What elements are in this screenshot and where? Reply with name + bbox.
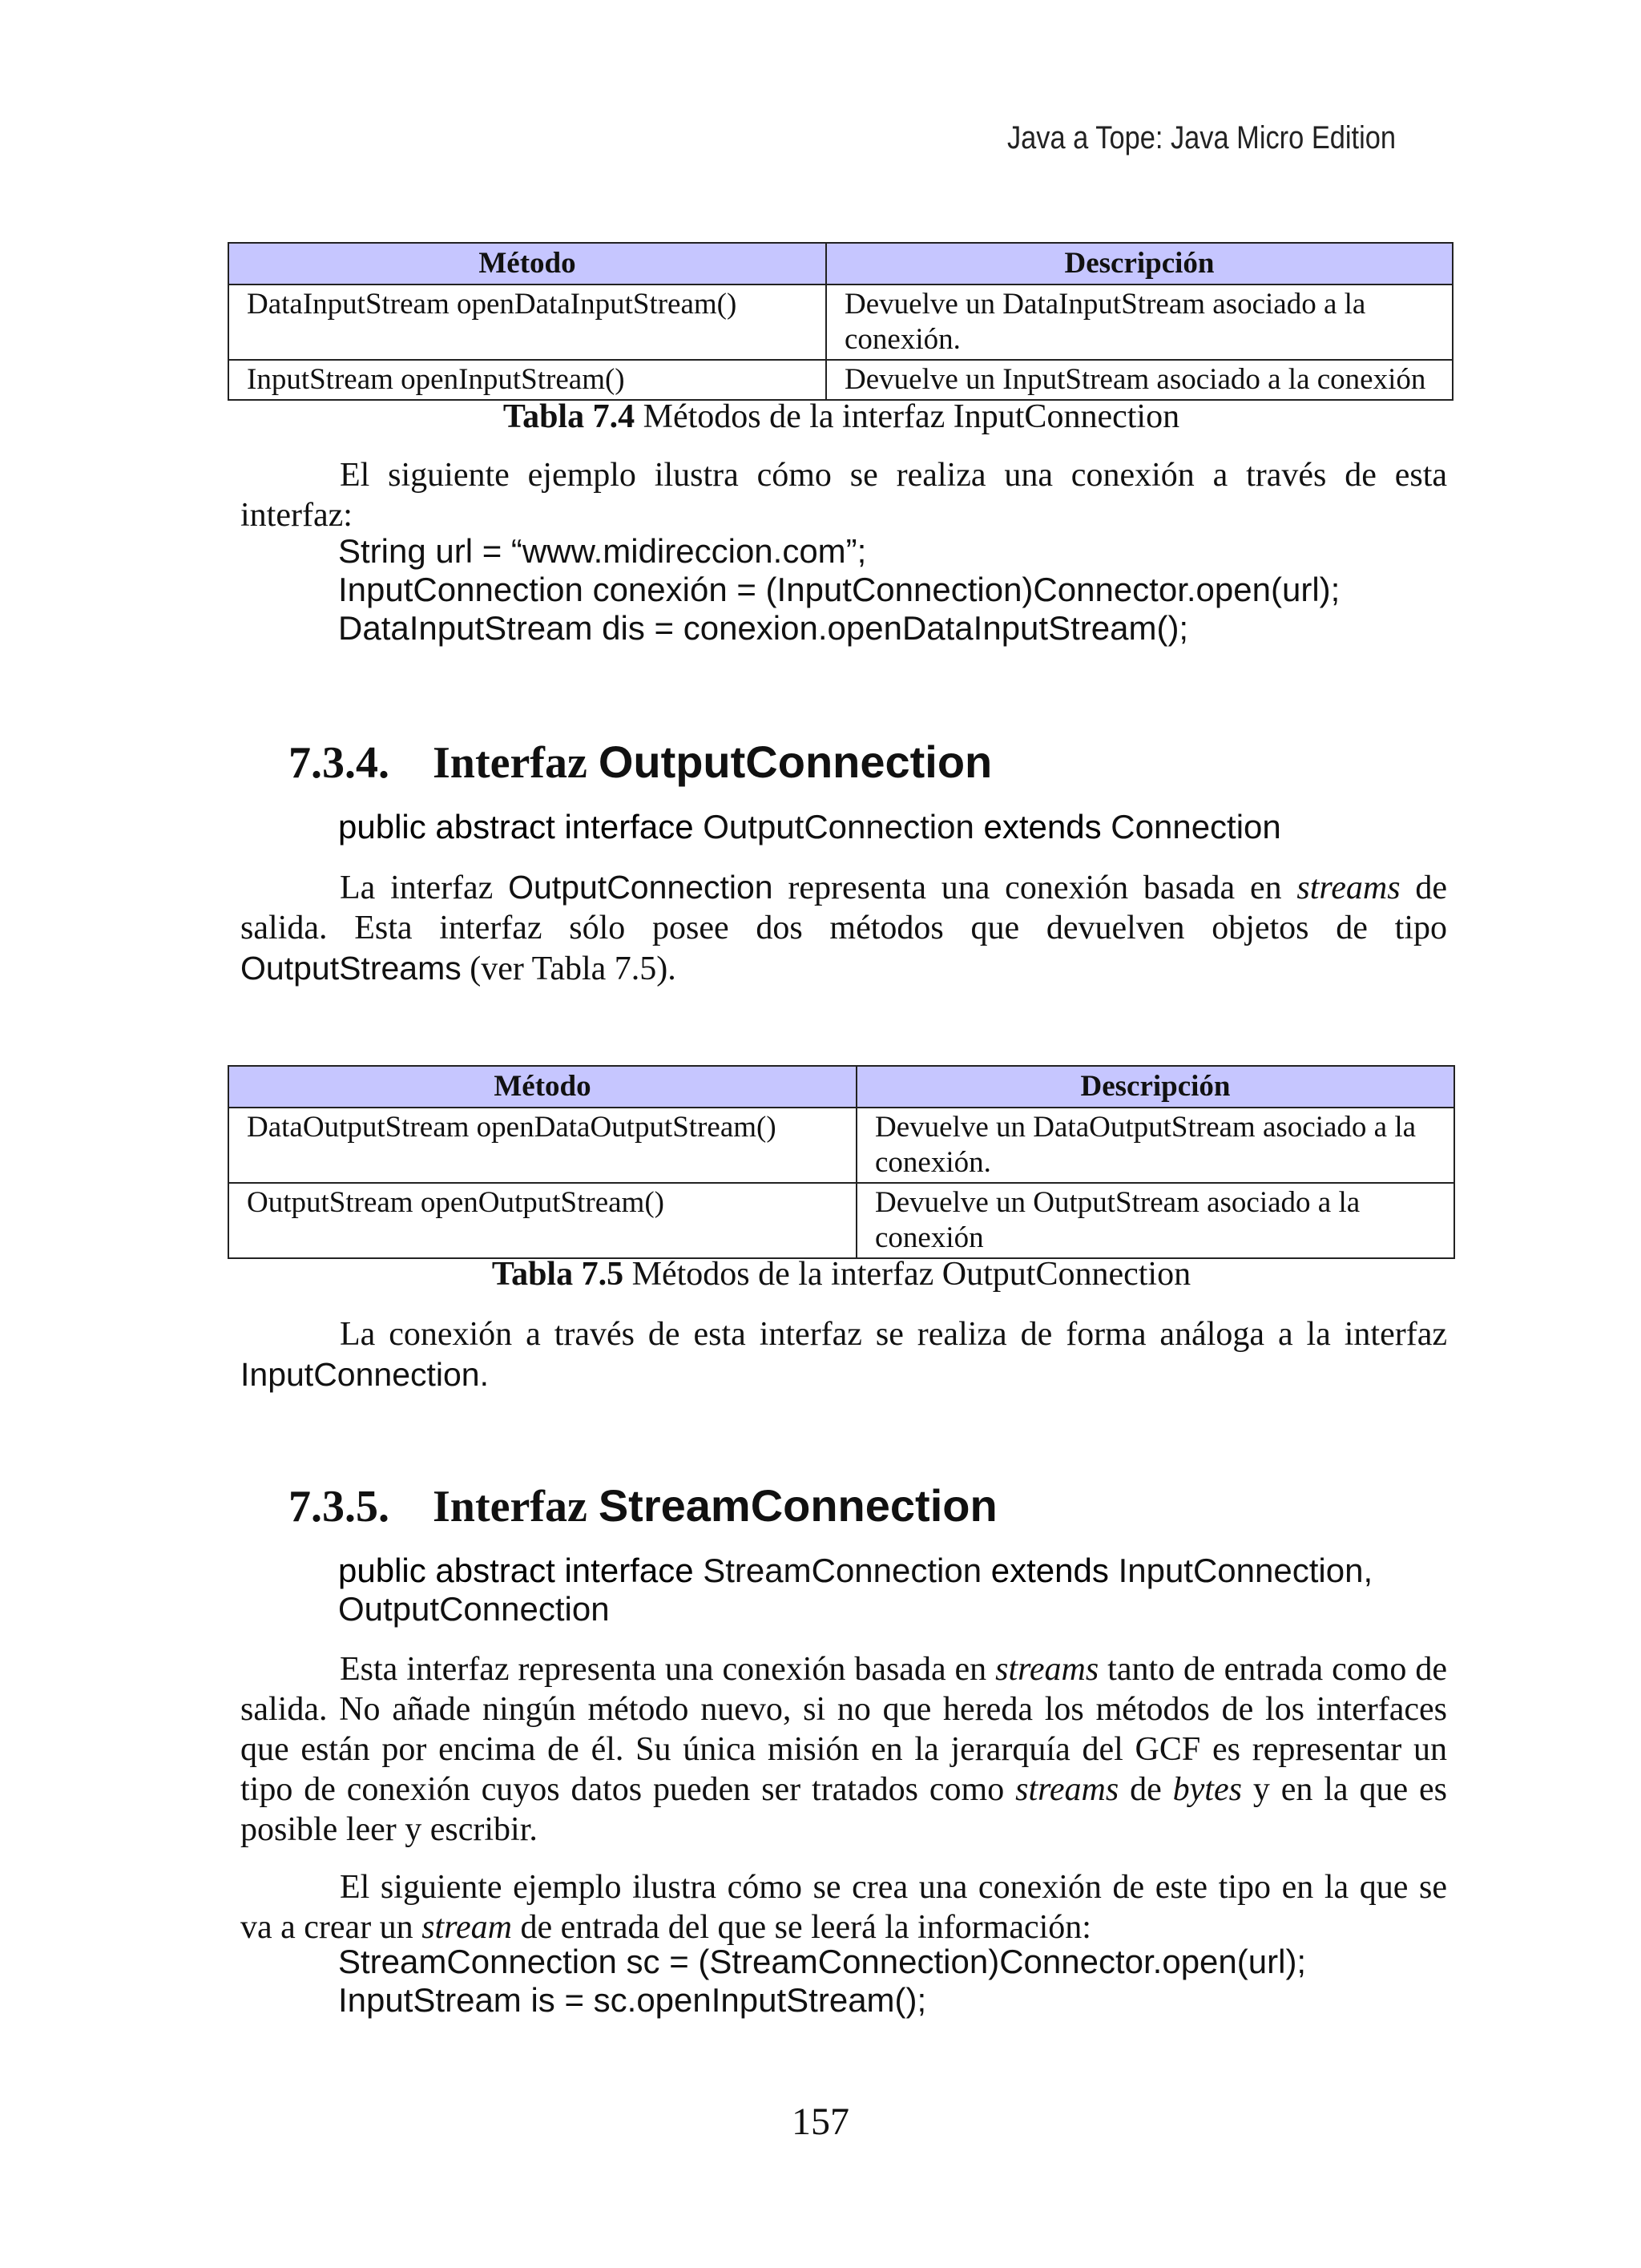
page-number: 157 [792, 2101, 849, 2143]
table-header-row [228, 243, 1453, 285]
table-row [228, 1108, 1454, 1183]
paragraph: Esta interfaz representa una conexión basada en streams tanto de entrada como de salida. No añade ningún método nuevo, si no que hereda los métodos de los interfaces que están por encima de él. Su única misión en la jerarquía del GCF es representar un tipo de conexión cuyos datos pueden ser tratados como streams de bytes y en la que es posible leer y escribir. [240, 1651, 1448, 1848]
paragraph: La conexión a través de esta interfaz se realiza de forma análoga a la interfaz InputConnection. [240, 1316, 1447, 1393]
section-class-name: OutputConnection [598, 736, 993, 787]
paragraph: El siguiente ejemplo ilustra cómo se realiza una conexión a través de esta interfaz: [240, 457, 1447, 534]
code-line: DataInputStream dis = conexion.openDataInputStream(); [338, 609, 1189, 647]
table-caption [228, 398, 1455, 436]
method-cell: OutputStream openOutputStream() [228, 1183, 857, 1258]
section-number: 7.3.5. [288, 1482, 389, 1532]
caption-text: Métodos de la interfaz OutputConnection [623, 1256, 1191, 1293]
code-block [338, 1943, 1306, 2020]
description-cell: Devuelve un DataInputStream asociado a la conexión. [826, 285, 1453, 360]
methods-table-output-connection [228, 1065, 1455, 1259]
section-heading [288, 1479, 998, 1532]
paragraph: El siguiente ejemplo ilustra cómo se crea una conexión de este tipo en la que se va a crear un stream de entrada del que se leerá la información: [240, 1869, 1447, 1946]
column-header-description: Descripción [857, 1066, 1454, 1108]
code-line: InputConnection conexión = (InputConnection)Connector.open(url); [338, 571, 1341, 608]
caption-label: Tabla 7.4 [502, 398, 635, 435]
code-line: String url = “www.midireccion.com”; [338, 532, 867, 570]
table-row [228, 1183, 1454, 1258]
column-header-method: Método [228, 243, 826, 285]
section-number: 7.3.4. [288, 738, 389, 788]
code-line: InputStream is = sc.openInputStream(); [338, 1981, 927, 2019]
table-caption [228, 1255, 1455, 1293]
code-block [338, 532, 1340, 648]
code-line: StreamConnection sc = (StreamConnection)Connector.open(url); [338, 1943, 1307, 1980]
interface-declaration: public abstract interface OutputConnection extends Connection [338, 808, 1281, 845]
caption-text: Métodos de la interfaz InputConnection [635, 398, 1180, 435]
section-word: Interfaz [433, 1482, 587, 1532]
table-header-row [228, 1066, 1454, 1108]
description-cell: Devuelve un InputStream asociado a la conexión [826, 360, 1453, 400]
caption-label: Tabla 7.5 [491, 1256, 624, 1293]
interface-declaration: public abstract interface StreamConnection extends InputConnection, OutputConnection [338, 1552, 1373, 1628]
paragraph: La interfaz OutputConnection representa una conexión basada en streams de salida. Esta interfaz sólo posee dos métodos que devuelven objetos de tipo OutputStreams (ver Tabla 7.5). [240, 869, 1447, 987]
section-class-name: StreamConnection [598, 1480, 998, 1531]
method-cell: DataInputStream openDataInputStream() [228, 285, 826, 360]
table-row [228, 360, 1453, 400]
description-cell: Devuelve un DataOutputStream asociado a la conexión. [857, 1108, 1454, 1183]
method-cell: DataOutputStream openDataOutputStream() [228, 1108, 857, 1183]
section-heading [288, 736, 992, 789]
description-cell: Devuelve un OutputStream asociado a la conexión [857, 1183, 1454, 1258]
method-cell: InputStream openInputStream() [228, 360, 826, 400]
section-word: Interfaz [433, 738, 587, 788]
methods-table-input-connection [228, 242, 1454, 401]
table-row [228, 285, 1453, 360]
column-header-description: Descripción [826, 243, 1453, 285]
column-header-method: Método [228, 1066, 857, 1108]
running-header: Java a Tope: Java Micro Edition [1006, 120, 1396, 155]
